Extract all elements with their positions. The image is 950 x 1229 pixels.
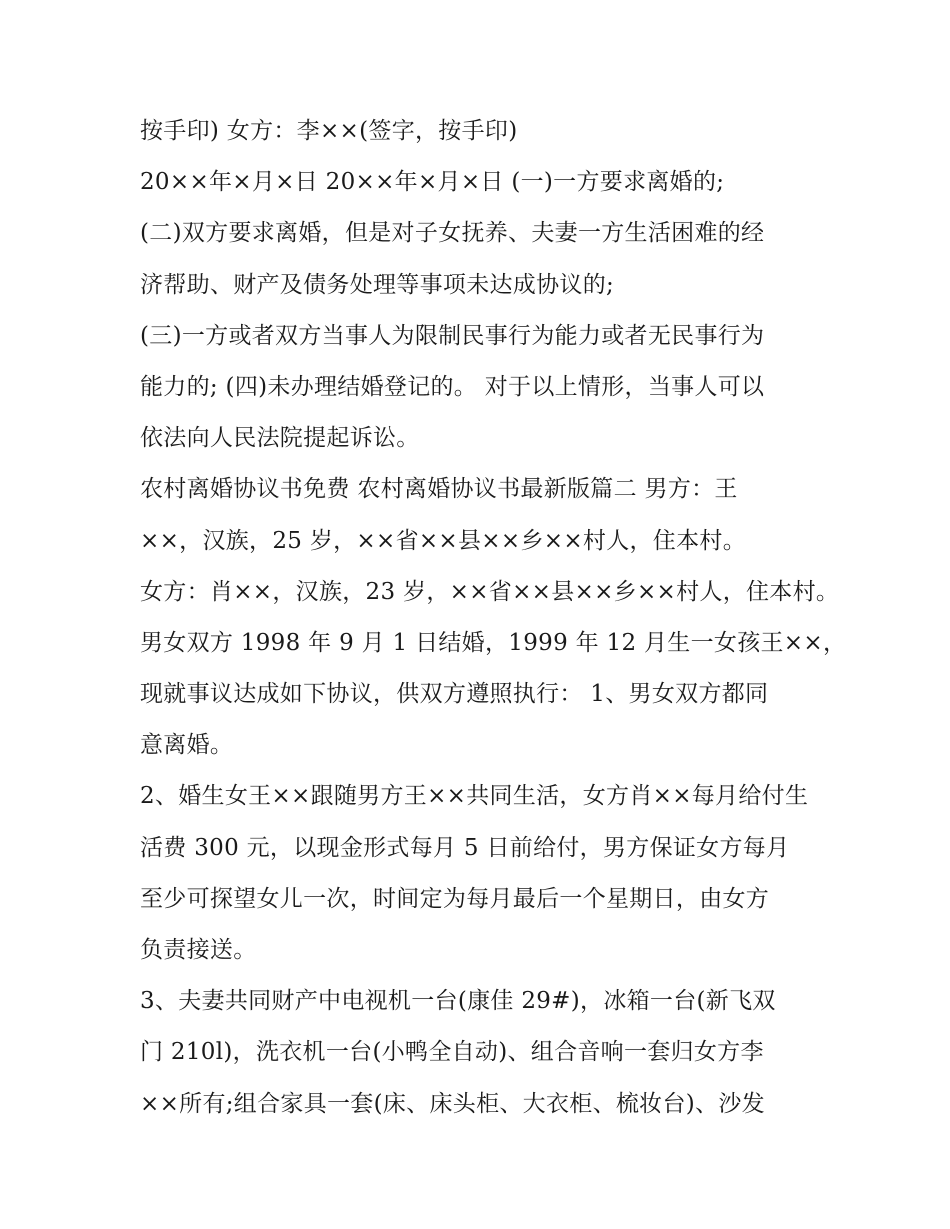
text-line: 现就事议达成如下协议，供双方遵照执行： 1、男女双方都同 [140,681,769,708]
text-line: (二)双方要求离婚，但是对子女抚养、夫妻一方生活困难的经 [140,220,765,247]
text-line: 3、夫妻共同财产中电视机一台(康佳 29#)，冰箱一台(新飞双 [140,988,776,1015]
text-line: 农村离婚协议书免费 农村离婚协议书最新版篇二 男方：王 [140,476,738,503]
text-line: 负责接送。 [140,937,257,963]
text-line: 依法向人民法院提起诉讼。 [140,425,420,452]
text-line: 活费 300 元，以现金形式每月 5 日前给付，男方保证女方每月 [140,834,790,861]
text-line: 意离婚。 [140,732,234,759]
text-line: ××，汉族，25 岁，××省××县××乡××村人，住本村。 [140,527,746,554]
text-line: (三)一方或者双方当事人为限制民事行为能力或者无民事行为 [140,322,765,349]
text-line: 2、婚生女王××跟随男方王××共同生活，女方肖××每月给付生 [140,783,809,810]
text-line: 20××年×月×日 20××年×月×日 (一)一方要求离婚的; [140,169,725,196]
text-line: 门 210l)，洗衣机一台(小鸭全自动)、组合音响一套归女方李 [140,1039,764,1066]
text-line: ××所有;组合家具一套(床、床头柜、大衣柜、梳妆台)、沙发 [140,1090,765,1117]
text-line: 按手印) 女方：李××(签字，按手印) [140,118,518,144]
text-line: 男女双方 1998 年 9 月 1 日结婚，1999 年 12 月生一女孩王××， [140,629,847,656]
document-body [140,106,847,1130]
text-line: 能力的; (四)未办理结婚登记的。 对于以上情形，当事人可以 [140,373,765,400]
text-line: 济帮助、财产及债务处理等事项未达成协议的; [140,271,615,298]
text-line: 至少可探望女儿一次，时间定为每月最后一个星期日，由女方 [140,885,770,912]
text-line: 女方：肖××，汉族，23 岁，××省××县××乡××村人，住本村。 [140,578,840,605]
